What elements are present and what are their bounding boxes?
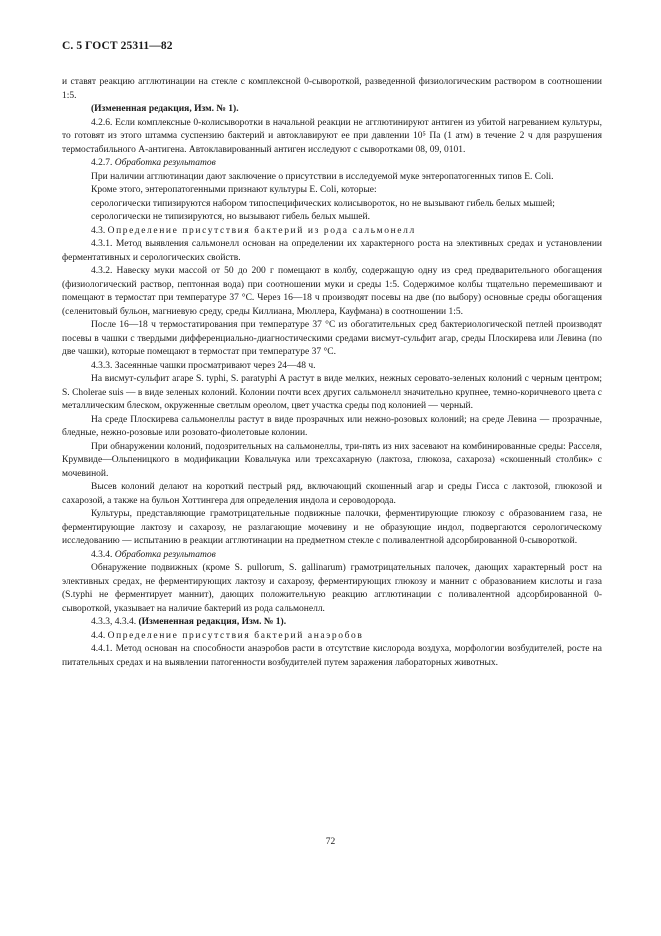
- paragraph: [62, 630, 602, 644]
- section-title: (Измененная редакция, Изм. № 1).: [138, 617, 287, 627]
- paragraph: Кроме этого, энтеропатогенными признают культуры E. Coli, которые:: [91, 185, 377, 195]
- paragraph: 4.3.2. Навеску муки массой от 50 до 200 г помещают в колбу, содержащую одну из сред предварительного обогащения (физиологический раствор, пептонная вода) при соотношении муки и среды 1:5. Содержимое колбы тщательно перемешивают и помещают в термостат при температуре 37 °С. Через 16—18 ч производят посевы на две (по выбору) основные среды обогащения (селенитовый бульон, магниевую среду, среды Киллиана, Мюллера, Кауфмана) в соотношении 1:5.: [62, 266, 602, 317]
- document-body: [62, 76, 602, 670]
- paragraph: При обнаружении колоний, подозрительных на сальмонеллы, три-пять из них засевают на комбинированные среды: Расселя, Крумвиде—Ольпеницкого в модификации Ковальчука или трехсахарную (лактоза, глюкоза, сахароза) «скошенный столбик» с мочевиной.: [62, 441, 602, 479]
- paragraph: На висмут-сульфит агаре S. typhi, S. paratyphi A растут в виде мелких, нежных серовато-зеленых колоний с черным центром; S. Cholerae suis — в виде зеленых колоний. Колонии почти всех других сальмонелл значительно крупнее, темно-коричневого цвета с металлическим блеском, окруженные светлым ореолом, цвет участка среды под колонией — черный.: [62, 374, 602, 411]
- page-number: 72: [325, 837, 336, 847]
- section-title: Определение присутствия бактерий анаэробов: [107, 630, 364, 641]
- paragraph: 4.3.3. Засеянные чашки просматривают через 24—48 ч.: [91, 360, 316, 371]
- paragraph: На среде Плоскирева сальмонеллы растут в виде прозрачных или нежно-розовых колоний; на среде Левина — прозрачные, бледные, нежно-розовые или розовато-фиолетовые колонии.: [62, 414, 602, 438]
- document-header: С. 5 ГОСТ 25311—82: [62, 40, 173, 52]
- paragraph: [62, 616, 602, 630]
- section-title: Обработка результатов: [114, 158, 216, 168]
- section-number: 4.3.: [91, 225, 106, 236]
- paragraph: и ставят реакцию агглютинации на стекле с комплексной 0-сывороткой, разведенной физиологическим раствором в соотношении 1:5.: [62, 77, 602, 101]
- section-number: 4.3.4.: [91, 549, 113, 560]
- paragraph: серологически не типизируются, но вызывают гибель белых мышей.: [91, 212, 370, 222]
- paragraph: При наличии агглютинации дают заключение о присутствии в исследуемой муке энтеропатогенных типов E. Coli.: [91, 171, 554, 182]
- paragraph: серологически типизируются набором типоспецифических колисывороток, но не вызывают гибель белых мышей;: [91, 198, 555, 209]
- paragraph: Культуры, представляющие грамотрицательные подвижные палочки, ферментирующие глюкозу с образованием газа, не ферментирующие лактозу и сахарозу, не разлагающие мочевину и не образующие индол, подвергаются серологическому исследованию — испытанию в реакции агглютинации на предметном стекле с поливалентной адсорбированной 0-сывороткой.: [62, 509, 602, 546]
- section-title: Определение присутствия бактерий из рода сальмонелл: [107, 225, 416, 236]
- paragraph: 4.3.1. Метод выявления сальмонелл основан на определении их характерного роста на элективных средах и установлении ферментативных и серологических свойств.: [62, 239, 602, 263]
- paragraph: (Измененная редакция, Изм. № 1).: [91, 104, 239, 114]
- paragraph: [62, 157, 602, 171]
- section-number: 4.4.: [91, 630, 106, 641]
- paragraph: 4.2.6. Если комплексные 0-колисыворотки в начальной реакции не агглютинируют антиген из убитой нагреванием культуры, то готовят из этого штамма суспензию бактерий и автоклавируют ее при давлении 10⁵ Па (1 атм) в течение 2 ч для разрушения термостабильного А-антигена. Автоклавированный антиген исследуют с сыворотками 08, 09, 0101.: [62, 117, 602, 155]
- paragraph: [62, 225, 602, 239]
- section-title: Обработка результатов: [114, 549, 216, 560]
- section-number: 4.2.7.: [91, 158, 113, 168]
- paragraph: Высев колоний делают на короткий пестрый ряд, включающий скошенный агар и среды Гисса с лактозой, глюкозой и сахарозой, а также на бульон Хоттингера для определения индола и сероводорода.: [62, 482, 602, 506]
- paragraph: [62, 549, 602, 563]
- paragraph: 4.4.1. Метод основан на способности анаэробов расти в отсутствие кислорода воздуха, морфологии возбудителей, росте на питательных средах и на выявлении патогенности возбудителей путем заражения лабораторных животных.: [62, 644, 602, 668]
- paragraph: Обнаружение подвижных (кроме S. pullorum, S. gallinarum) грамотрицательных палочек, дающих характерный рост на элективных средах, не ферментирующих лактозу и сахарозу, ферментирующих глюкозу и маннит с образованием кислоты и газа (S.typhi не ферментирует маннит), дающих положительную реакцию агглютинации с поливалентной адсорбированной 0-сывороткой, указывает на наличие бактерий из рода сальмонелл.: [62, 563, 602, 614]
- paragraph: После 16—18 ч термостатирования при температуре 37 °С из обогатительных сред бактериологической петлей производят посевы в чашки с твердыми дифференциально-диагностическими средами висмут-сульфит агар, среды Плоскирева или Левина (по две чашки), которые помещают в термостат при температуре 37 °С.: [62, 320, 602, 357]
- section-number: 4.3.3, 4.3.4.: [91, 617, 137, 627]
